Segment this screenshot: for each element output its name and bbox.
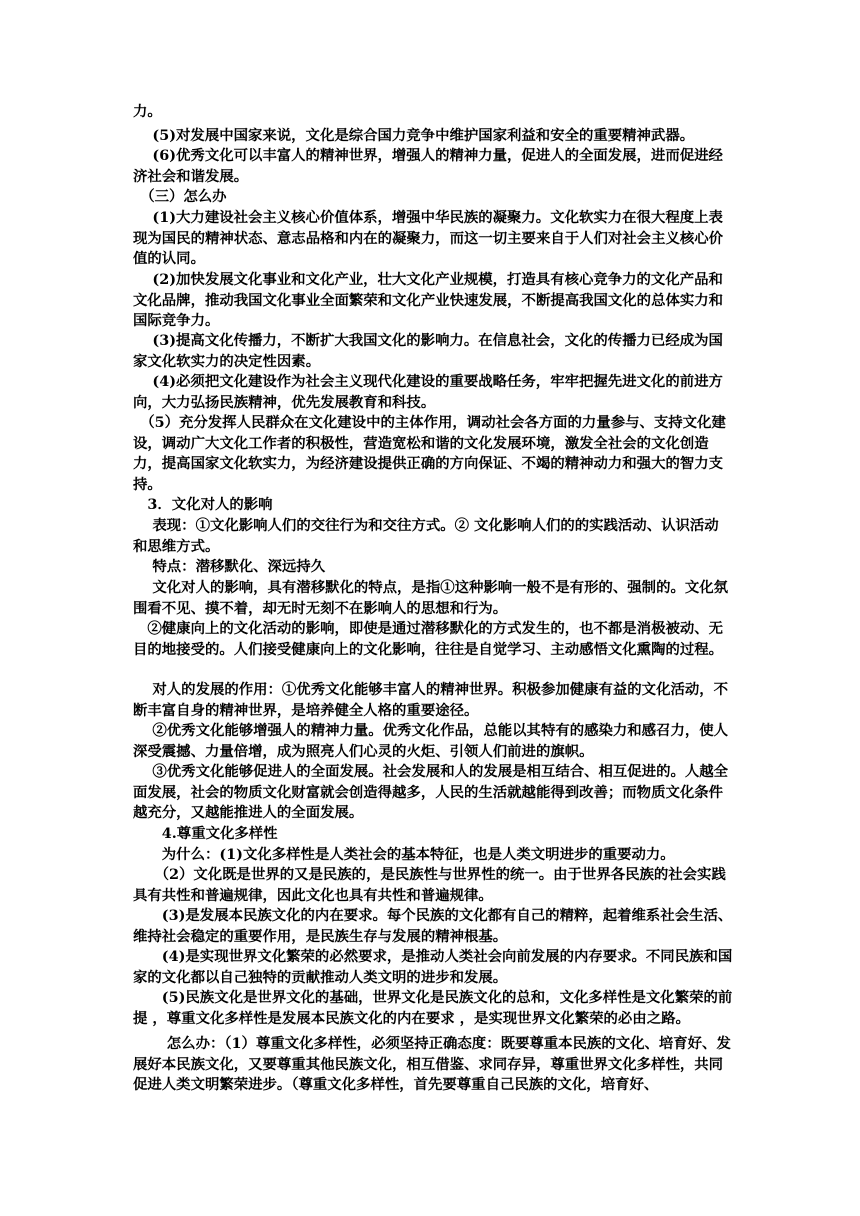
paragraph: （5）充分发挥人民群众在文化建设中的主体作用，调动社会各方面的力量参与、支持文化建设，调动广大文化工作者的积极性，营造宽松和谐的文化发展环境，激发全社会的文化创造力，提高国家文化软实力，为经济建设提供正确的方向保证、不竭的精神动力和强大的智力支持。 — [133, 414, 726, 493]
paragraph: (6)优秀文化可以丰富人的精神世界，增强人的精神力量，促进人的全面发展，进而促进经济社会和谐发展。 — [133, 147, 723, 185]
section-heading: （三）怎么办 — [133, 188, 227, 205]
paragraph: (5)对发展中国家来说，文化是综合国力竞争中维护国家利益和安全的重要精神武器。 — [133, 127, 695, 144]
paragraph: 特点：潜移默化、深远持久 — [133, 558, 326, 575]
paragraph: 为什么：(1)文化多样性是人类社会的基本特征，也是人类文明进步的重要动力。 — [133, 846, 675, 863]
paragraph: (4)必须把文化建设作为社会主义现代化建设的重要战略任务，牢牢把握先进文化的前进方向，大力弘扬民族精神，优先发展教育和科技。 — [133, 373, 723, 411]
paragraph: (2)加快发展文化事业和文化产业，壮大文化产业规模，打造具有核心竞争力的文化产品和文化品牌，推动我国文化事业全面繁荣和文化产业快速发展，不断提高我国文化的总体实力和国际竞争力。 — [133, 271, 724, 329]
paragraph: ②健康向上的文化活动的影响，即使是通过潜移默化的方式发生的，也不都是消极被动、无目的地接受的。人们接受健康向上的文化影响，往往是自觉学习、主动感悟文化熏陶的过程。 — [133, 620, 724, 658]
paragraph: 怎么办：（1）尊重文化多样性，必须坚持正确态度：既要尊重本民族的文化、培育好、发展好本民族文化，又要尊重其他民族文化，相互借鉴、求同存异，尊重世界文化多样性，共同促进人类文明繁荣进步。（尊重文化多样性，首先要尊重自己民族的文化，培育好、 — [133, 1035, 731, 1093]
section-heading: 3．文化对人的影响 — [133, 496, 273, 513]
section-heading: 4.尊重文化多样性 — [133, 825, 278, 842]
paragraph: (4)是实现世界文化繁荣的必然要求，是推动人类社会向前发展的内存要求。不同民族和国家的文化都以自己独特的贡献推动人类文明的进步和发展。 — [133, 948, 733, 986]
paragraph — [133, 516, 733, 557]
paragraph: ③优秀文化能够促进人的全面发展。社会发展和人的发展是相互结合、相互促进的。人越全面发展，社会的物质文化财富就会创造得越多，人民的生活就越能得到改善；而物质文化条件越充分，又越能推进人的全面发展。 — [133, 763, 729, 821]
paragraph-text: ①文化影响人们的交往行为和交往方式。② 文化影响人们的的实践活动、认识活动和思维方式。 — [133, 517, 719, 555]
label-biaoxian: 表现： — [133, 517, 196, 534]
paragraph: 对人的发展的作用：①优秀文化能够丰富人的精神世界。积极参加健康有益的文化活动，不断丰富自身的精神世界，是培养健全人格的重要途径。 — [133, 681, 729, 719]
paragraph: (3)是发展本民族文化的内在要求。每个民族的文化都有自己的精粹，起着维系社会生活、维持社会稳定的重要作用，是民族生存与发展的精神根基。 — [133, 907, 733, 945]
paragraph: （2）文化既是世界的又是民族的，是民族性与世界性的统一。由于世界各民族的社会实践具有共性和普遍规律，因此文化也具有共性和普遍规律。 — [133, 866, 726, 904]
paragraph: ②优秀文化能够增强人的精神力量。优秀文化作品，总能以其特有的感染力和感召力，使人深受震撼、力量倍增，成为照亮人们心灵的火炬、引领人们前进的旗帜。 — [133, 722, 729, 760]
paragraph: (3)提高文化传播力，不断扩大我国文化的影响力。在信息社会，文化的传播力已经成为国家文化软实力的决定性因素。 — [133, 332, 723, 370]
paragraph: 力。 — [133, 103, 162, 120]
paragraph: 文化对人的影响，具有潜移默化的特点，是指①这种影响一般不是有形的、强制的。文化氛围看不见、摸不着，却无时无刻不在影响人的思想和行为。 — [133, 579, 729, 617]
paragraph: (1)大力建设社会主义核心价值体系，增强中华民族的凝聚力。文化软实力在很大程度上表现为国民的精神状态、意志品格和内在的凝聚力，而这一切主要来自于人们对社会主义核心价值的认同。 — [133, 209, 724, 267]
paragraph: (5)民族文化是世界文化的基础，世界文化是民族文化的总和，文化多样性是文化繁荣的前提 ，尊重文化多样性是发展本民族文化的内在要求 ，是实现世界文化繁荣的必由之路。 — [133, 989, 733, 1027]
